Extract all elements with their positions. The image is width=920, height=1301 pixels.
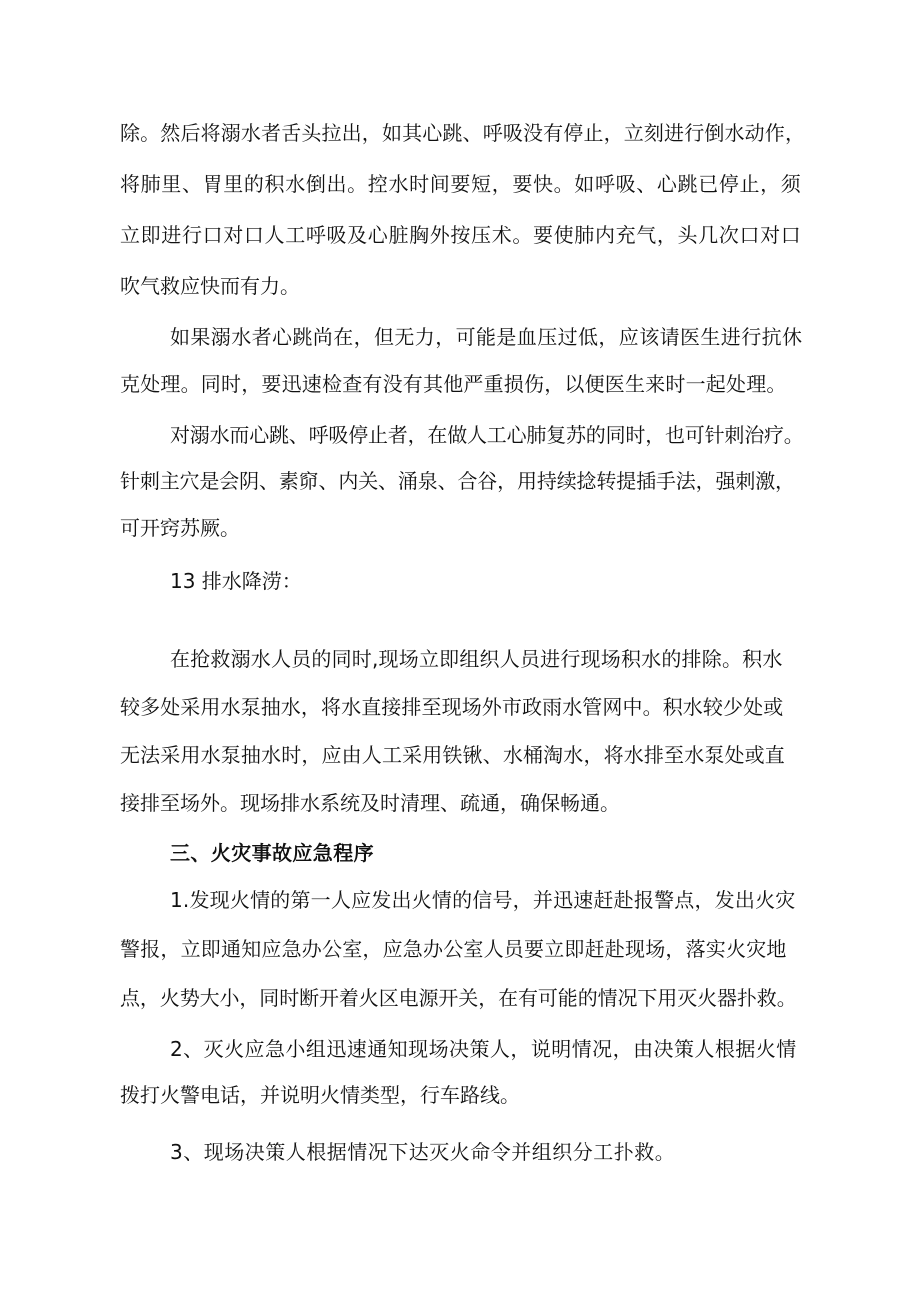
text-line: 拨打火警电话，并说明火情类型，行车路线。	[120, 1083, 520, 1107]
text-line: 点，火势大小，同时断开着火区电源开关，在有可能的情况下用灭火器扑救。	[120, 986, 797, 1010]
text-line: 3、现场决策人根据情况下达灭火命令并组织分工扑救。	[170, 1140, 676, 1164]
text-line: 针刺主穴是会阴、素窌、内关、涌泉、合谷，用持续捻转提插手法，强刺激，	[120, 469, 795, 493]
text-line: 2、灭火应急小组迅速通知现场决策人，说明情况，由决策人根据火情	[170, 1037, 797, 1061]
text-line: 较多处采用水泵抽水，将水直接排至现场外市政雨水管网中。积水较少处或	[120, 695, 784, 719]
text-line: 在抢救溺水人员的同时,现场立即组织人员进行现场积水的排除。积水	[170, 647, 783, 671]
text-line: 接排至场外。现场排水系统及时清理、疏通，确保畅通。	[120, 791, 620, 815]
text-line: 将肺里、胃里的积水倒出。控水时间要短，要快。如呼吸、心跳已停止，须	[120, 172, 802, 196]
text-line: 除。然后将溺水者舌头拉出，如其心跳、呼吸没有停止，立刻进行倒水动作，	[120, 121, 806, 145]
text-line: 立即进行口对口人工呼吸及心脏胸外按压术。要使肺内充气，头几次口对口	[120, 223, 802, 247]
section-heading: 三、火灾事故应急程序	[170, 841, 374, 865]
text-line: 克处理。同时，要迅速检查有没有其他严重损伤，以便医生来时一起处理。	[120, 372, 787, 396]
text-line: 警报，立即通知应急办公室，应急办公室人员要立即赶赴现场，落实火灾地	[120, 937, 787, 961]
section-number-heading: 13 排水降涝：	[170, 569, 302, 593]
text-line: 1.发现火情的第一人应发出火情的信号，并迅速赶赴报警点，发出火灾	[170, 888, 796, 912]
text-line: 吹气救应快而有力。	[120, 274, 300, 298]
text-line: 无法采用水泵抽水时，应由人工采用铁锹、水桶淘水，将水排至水泵处或直	[120, 743, 785, 767]
text-line: 可开窍苏厥。	[120, 516, 240, 540]
text-line: 对溺水而心跳、呼吸停止者，在做人工心肺复苏的同时，也可针刺治疗。	[170, 423, 804, 447]
text-line: 如果溺水者心跳尚在，但无力，可能是血压过低，应该请医生进行抗休	[170, 325, 803, 349]
